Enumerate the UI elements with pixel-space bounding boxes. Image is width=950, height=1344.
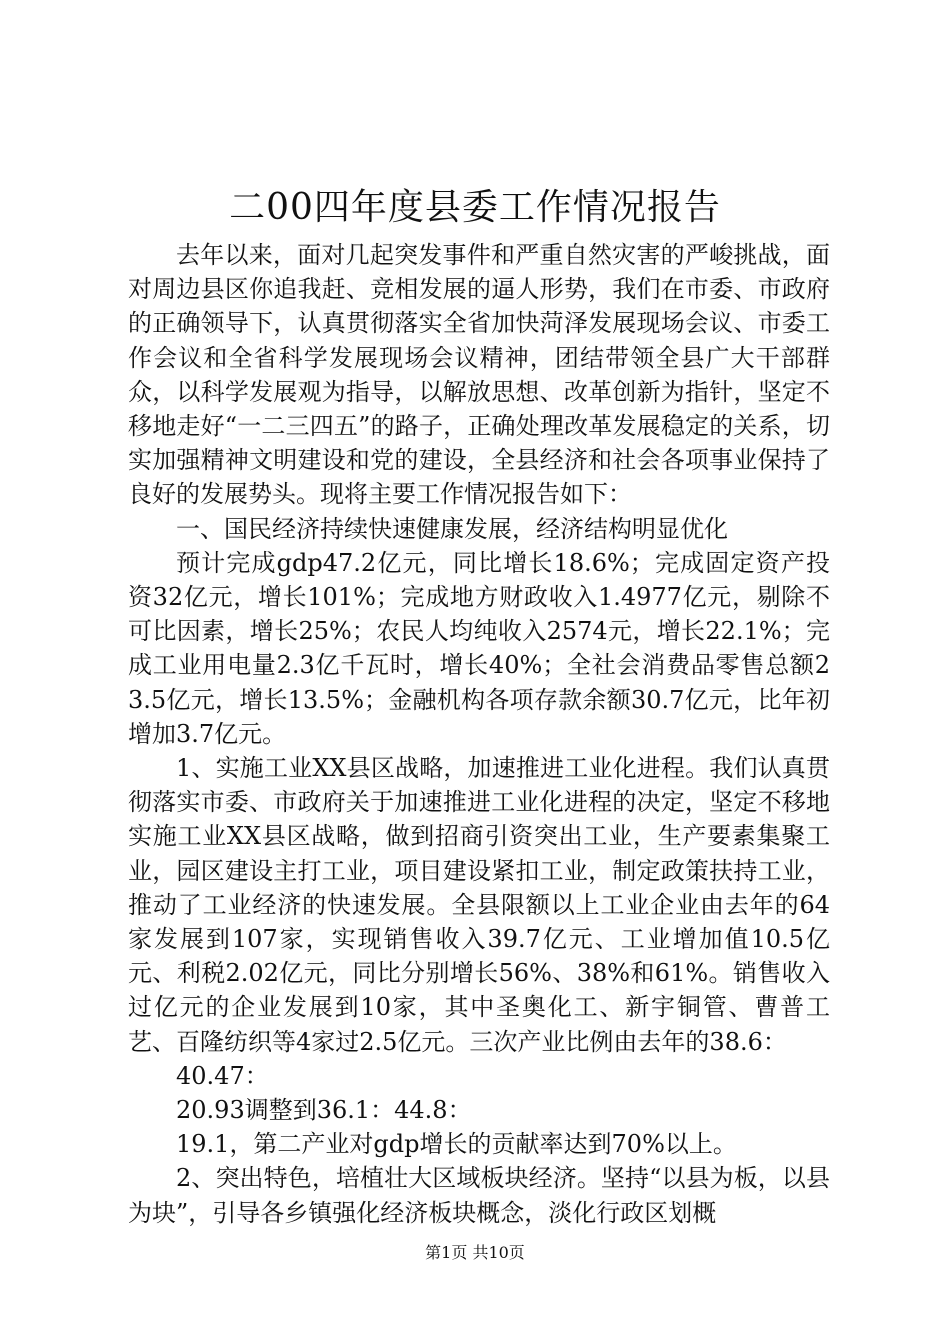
paragraph-economic-indicators: 预计完成gdp47.2亿元，同比增长18.6%；完成固定资产投资32亿元，增长101%；完成地方财政收入1.4977亿元，剔除不可比因素，增长25%；农民人均纯收入2574元，增长22.1%；完成工业用电量2.3亿千瓦时，增长40%；全社会消费品零售总额23.5亿元，增长13.5%；金融机构各项存款余额30.7亿元，比年初增加3.7亿元。 <box>128 548 830 748</box>
paragraph-ratio-part-2: 20.93调整到36.1：44.8： <box>176 1096 472 1125</box>
document-title: 二00四年度县委工作情况报告 <box>229 187 721 228</box>
page-number-footer: 第1页 共10页 <box>425 1243 525 1262</box>
paragraph-ratio-part-3: 19.1，第二产业对gdp增长的贡献率达到70%以上。 <box>176 1130 737 1159</box>
paragraph-intro: 去年以来，面对几起突发事件和严重自然灾害的严峻挑战，面对周边县区你追我赶、竞相发展的逼人形势，我们在市委、市政府的正确领导下，认真贯彻落实全省加快菏泽发展现场会议、市委工作会议和全省科学发展现场会议精神，团结带领全县广大干部群众，以科学发展观为指导，以解放思想、改革创新为指针，坚定不移地走好“一二三四五”的路子，正确处理改革发展稳定的关系，切实加强精神文明建设和党的建设，全县经济和社会各项事业保持了良好的发展势头。现将主要工作情况报告如下： <box>128 241 830 509</box>
paragraph-industrialization: 1、实施工业XX县区战略，加速推进工业化进程。我们认真贯彻落实市委、市政府关于加速推进工业化进程的决定，坚定不移地实施工业XX县区战略，做到招商引资突出工业，生产要素集聚工业，园区建设主打工业，项目建设紧扣工业，制定政策扶持工业，推动了工业经济的快速发展。全县限额以上工业企业由去年的64家发展到107家，实现销售收入39.7亿元、工业增加值10.5亿元、利税2.02亿元，同比分别增长56%、38%和61%。销售收入过亿元的企业发展到10家，其中圣奥化工、新宇铜管、曹普工艺、百隆纺织等4家过2.5亿元。三次产业比例由去年的38.6： <box>128 754 830 1056</box>
document-body <box>128 238 830 1230</box>
paragraph-ratio-part-1: 40.47： <box>176 1061 269 1090</box>
section-heading-economy: 一、国民经济持续快速健康发展，经济结构明显优化 <box>176 514 728 543</box>
paragraph-regional-economy: 2、突出特色，培植壮大区域板块经济。坚持“以县为板，以县为块”，引导各乡镇强化经济板块概念，淡化行政区划概 <box>128 1164 830 1227</box>
